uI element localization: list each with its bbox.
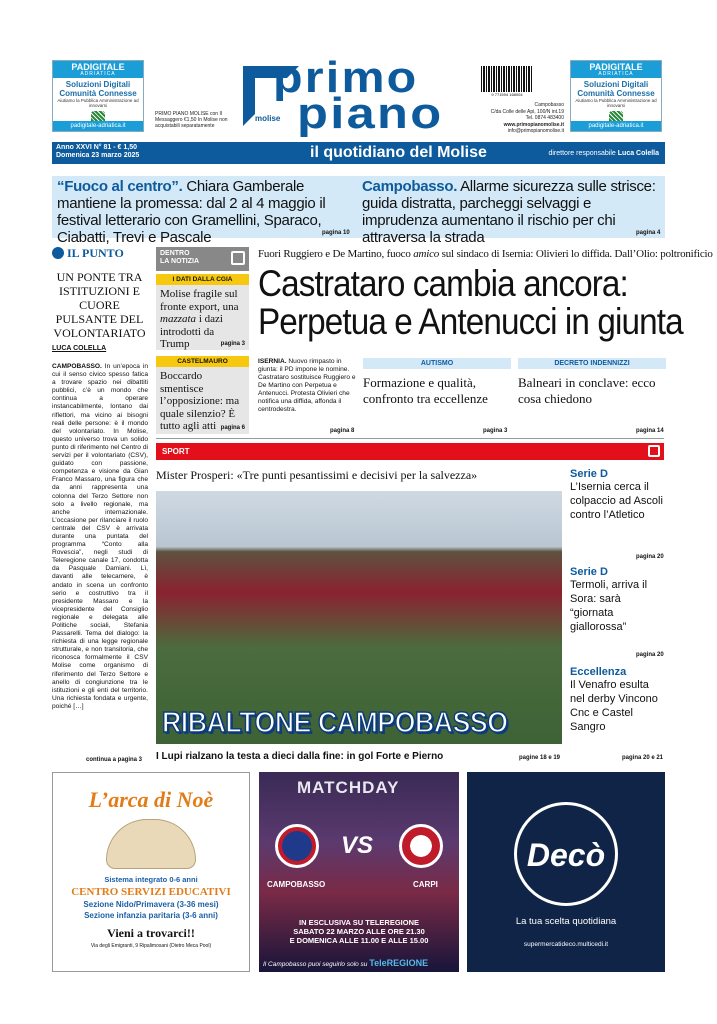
editorial-author: LUCA COLELLA: [52, 345, 107, 352]
director-label: direttore responsabile: [548, 150, 616, 157]
sport-sidebar-item[interactable]: [570, 566, 665, 634]
dentro-line1: DENTRO: [160, 250, 190, 257]
ad-title1: Soluzioni Digitali: [583, 80, 649, 89]
autismo-text: Formazione e qualità, confronto tra eccellenze: [363, 375, 488, 406]
broadcast-line2: SABATO 22 MARZO ALLE ORE 21.30: [293, 927, 425, 936]
broadcast-info: [263, 918, 455, 945]
noe-line1: Sistema integrato 0-6 anni: [104, 875, 198, 884]
photo-overlay-title: RIBALTONE CAMPOBASSO: [162, 707, 508, 739]
ad-url[interactable]: padigitale-adriatica.it: [571, 121, 661, 131]
news-icon: [648, 445, 660, 457]
director-name: Luca Colella: [617, 150, 659, 157]
top-teasers: [52, 176, 665, 246]
sport-item-text: Termoli, arriva il Sora: sarà “giornata giallorossa”: [570, 579, 648, 633]
editorial-continue[interactable]: continua a pagina 3: [86, 757, 143, 763]
sport-sidebar-item[interactable]: [570, 468, 665, 522]
teaser-festival[interactable]: [57, 178, 357, 246]
editorial-lead: CAMPOBASSO.: [52, 363, 102, 370]
headline-line2: Perpetua e Antenucci in giunta: [258, 301, 683, 342]
autismo-page: pagina 3: [483, 428, 508, 434]
il-punto-icon: [52, 247, 64, 259]
sport-item-text: L’Isernia cerca il colpaccio ad Ascoli contro l’Atletico: [570, 481, 663, 521]
teaser-lead: Campobasso.: [362, 178, 458, 195]
noe-address: Via degli Emigranti, 9 Ripalimosani (Dietro Meca Pool): [90, 943, 212, 949]
issue-number: Anno XXVI N° 81 - € 1,50: [56, 144, 137, 151]
contact-tel: Tel. 0874 483400: [525, 115, 564, 121]
ad-title2: Comunità Connesse: [59, 89, 137, 98]
dentro-la-notizia-label: [156, 247, 249, 271]
decreto-box[interactable]: [518, 358, 666, 407]
padigitale-ad-right[interactable]: [570, 60, 662, 132]
kicker-a: Fuori Ruggiero e De Martino, fuoco: [258, 248, 414, 260]
padigitale-ad-left[interactable]: [52, 60, 144, 132]
news-icon: [231, 251, 245, 265]
sport-category: Serie D: [570, 566, 608, 578]
footer-text: Il Campobasso puoi seguirlo solo su: [263, 961, 368, 968]
logo-piano: piano: [297, 89, 444, 138]
deco-brand: Decò: [526, 837, 606, 873]
ad-brand: PADIGITALE: [71, 62, 125, 72]
sport-bar[interactable]: [156, 443, 664, 460]
kicker-b: sul sindaco di Isernia: Olivieri lo diffida. Dall’Olio: poltronificio: [439, 248, 713, 260]
sport-item-page: pagina 20: [636, 652, 664, 658]
newspaper-logo[interactable]: [243, 53, 451, 138]
channel-name: TeleREGIONE: [369, 958, 429, 968]
sport-label: SPORT: [162, 447, 190, 456]
autismo-header: AUTISMO: [363, 358, 511, 369]
noe-title: L’arca di Noè: [88, 787, 214, 812]
matchday-footer: [263, 958, 428, 968]
sport-caption-page: pagine 18 e 19: [519, 755, 561, 761]
cgia-box[interactable]: [156, 274, 249, 350]
castelmauro-text: Boccardo smentisce l’opposizione: ma quale silenzio? È tutto agli atti: [160, 370, 240, 432]
logo-region: molise: [255, 114, 281, 123]
deco-tagline: La tua scelta quotidiana: [515, 916, 617, 927]
cgia-page: pagina 3: [220, 341, 245, 347]
arca-di-noe-ad[interactable]: [52, 772, 250, 972]
kicker-em: amico: [413, 248, 440, 260]
matchday-title: MATCHDAY: [297, 778, 400, 797]
main-kicker: [258, 248, 713, 260]
noe-line3: Sezione Nido/Primavera (3-36 mesi): [83, 900, 219, 909]
sport-caption: I Lupi rialzano la testa a dieci dalla fine: in gol Forte e Pierno: [156, 751, 444, 762]
noe-line4: Sezione infanzia paritaria (3-6 anni): [84, 911, 218, 920]
issue-info: [56, 144, 139, 160]
matchday-ad[interactable]: [259, 772, 459, 972]
teaser-text: Allarme sicurezza sulle strisce: guida distratta, parcheggi selvaggi e imprudenza aumentano il rischio per chi attraversa la strada: [362, 178, 656, 246]
ad-url[interactable]: padigitale-adriatica.it: [53, 121, 143, 131]
editorial-text: In un’epoca in cui il senso civico spesso fatica a trovare spazio nei dibattiti pubblici, c’è un mondo che continua a operare instancabilmente, lontano dai riflettori, ma vicino ai bisogni reali delle persone: è il mondo del volontariato. In Molise, questo universo trova un solido punto di riferimento nel Centro di servizi per il volontariato (CSV), guidato con passione, competenza e visione da Gian Franco Massaro, una figura che da anni rappresenta una colonna del Terzo Settore non solo a livello regionale, ma anche internazionale. L’occasione per rilanciare il ruolo centrale del CSV è arrivata durante una puntata del programma “Conto alla Rovescia”, negli studi di Teleregione canale 17, condotta da Pasquale Damiani. Lì, davanti alle telecamere, è andato in scena un confronto serio e costruttivo tra il presidente Massaro e la vicepresidente del Consiglio regionale e delegata alle Politiche sociali, Stefania Passarelli. Tema del dialogo: la richiesta di una legge regionale strutturale, e non transitoria, che riconosca formalmente il CSV Molise come organismo di riferimento del Terzo Settore e anello di congiunzione tra le istituzioni e gli enti del territorio. Una richiesta fondata e urgente, poiché […]: [52, 363, 148, 710]
ad-brand-sub: ADRIATICA: [80, 71, 116, 77]
versus: VS: [341, 832, 374, 859]
sport-category: Eccellenza: [570, 666, 627, 678]
director: [548, 150, 659, 157]
barcode-icon: [481, 66, 533, 92]
teaser-page: pagina 4: [636, 230, 661, 236]
cgia-text-a: Molise fragile sul fronte export, una: [160, 288, 239, 313]
noe-line2: CENTRO SERVIZI EDUCATIVI: [71, 886, 231, 898]
cgia-text-b: i dazi introdotti da Trump: [160, 313, 223, 350]
masthead-band: [52, 142, 665, 164]
ad-tagline: Aiutiamo la Pubblica Amministrazione ad innovarsi: [57, 98, 139, 108]
sport-item-text: Il Venafro esulta nel derby Vincono Cnc e Castel Sangro: [570, 679, 658, 733]
cgia-text-em: mazzata: [160, 313, 197, 325]
section-name: IL PUNTO: [67, 246, 124, 260]
team1-name: CAMPOBASSO: [267, 880, 326, 889]
main-text: Nuovo rimpasto in giunta: il PD impone le nomine. Castrataro sostituisce Ruggiero e De Martino con Perpetua e Antenucci. Protesta Olivieri che notifica una diffida, affonda il centrodestra.: [258, 358, 356, 413]
broadcast-line3: E DOMENICA ALLE 11.00 E ALLE 15.00: [289, 936, 429, 945]
main-page: pagina 8: [330, 428, 355, 434]
autismo-box[interactable]: [363, 358, 511, 407]
decreto-header: DECRETO INDENNIZZI: [518, 358, 666, 369]
il-punto-label: [52, 246, 124, 261]
campobasso-crest-icon: [275, 824, 319, 868]
contact-city: Campobasso: [534, 102, 564, 108]
castelmauro-page: pagina 6: [220, 425, 245, 431]
headline-line1: Castrataro cambia ancora:: [258, 263, 628, 304]
castelmauro-header: CASTELMAURO: [156, 356, 249, 367]
teaser-page: pagina 10: [322, 230, 350, 236]
sport-kicker: Mister Prosperi: «Tre punti pesantissimi e decisivi per la salvezza»: [156, 468, 478, 482]
logo-primo: primo: [273, 53, 419, 102]
editorial-body: [52, 363, 148, 711]
main-headline[interactable]: [258, 265, 683, 341]
main-lead: ISERNIA.: [258, 358, 287, 365]
ark-icon: [106, 819, 196, 869]
decreto-text: Balneari in conclave: ecco cosa chiedono: [518, 375, 656, 406]
contact-address: C/da Colle delle Api, 100/N int.19: [490, 108, 564, 115]
castelmauro-box[interactable]: [156, 356, 249, 434]
contact-mail[interactable]: info@primopianomolise.it: [507, 128, 564, 134]
deco-ad[interactable]: [467, 772, 665, 972]
dentro-line2: LA NOTIZIA: [160, 258, 200, 265]
carpi-crest-icon: [399, 824, 443, 868]
noe-cta: Vieni a trovarci!!: [107, 926, 195, 940]
campobasso-team-photo[interactable]: [156, 491, 562, 744]
teaser-lead: “Fuoco al centro”.: [57, 178, 183, 195]
sport-category: Serie D: [570, 468, 608, 480]
teaser-text: Chiara Gamberale mantiene la promessa: dal 2 al 4 maggio il festival letterario con Gramellini, Sparaco, Ciabatti, Trevi e Pascale: [57, 178, 326, 246]
price-info: PRIMO PIANO MOLISE con Il Messaggero €1,50 In Molise non acquistabili separatamente: [155, 111, 228, 129]
main-body: [258, 358, 356, 414]
deco-logo-icon: [514, 802, 618, 906]
ad-tagline: Aiutiamo la Pubblica Amministrazione ad innovarsi: [575, 98, 657, 108]
team2-name: CARPI: [413, 880, 438, 889]
paper-tagline: il quotidiano del Molise: [310, 144, 487, 161]
sport-item-page: pagina 20 e 21: [622, 755, 664, 761]
decreto-page: pagina 14: [636, 428, 664, 434]
ad-brand-sub: ADRIATICA: [598, 71, 634, 77]
deco-site[interactable]: supermercatideco.multicedi.it: [523, 941, 609, 948]
ad-title2: Comunità Connesse: [577, 89, 655, 98]
cgia-header: I DATI DALLA CGIA: [156, 274, 249, 285]
ad-title1: Soluzioni Digitali: [65, 80, 131, 89]
barcode-number: 9 771594 168004: [491, 92, 523, 97]
contact-info: [466, 102, 564, 135]
editorial-headline[interactable]: UN PONTE TRA ISTITUZIONI E CUORE PULSANTE DEL VOLONTARIATO: [53, 270, 146, 340]
teaser-campobasso[interactable]: [362, 178, 662, 246]
broadcast-line1: IN ESCLUSIVA SU TELEREGIONE: [298, 918, 419, 927]
sport-sidebar-item[interactable]: [570, 666, 665, 734]
contact-web[interactable]: www.primopianomolise.it: [503, 121, 564, 128]
issue-date: Domenica 23 marzo 2025: [56, 152, 140, 159]
section-divider: [156, 438, 664, 439]
sport-item-page: pagina 20: [636, 554, 664, 560]
ad-brand: PADIGITALE: [589, 62, 643, 72]
